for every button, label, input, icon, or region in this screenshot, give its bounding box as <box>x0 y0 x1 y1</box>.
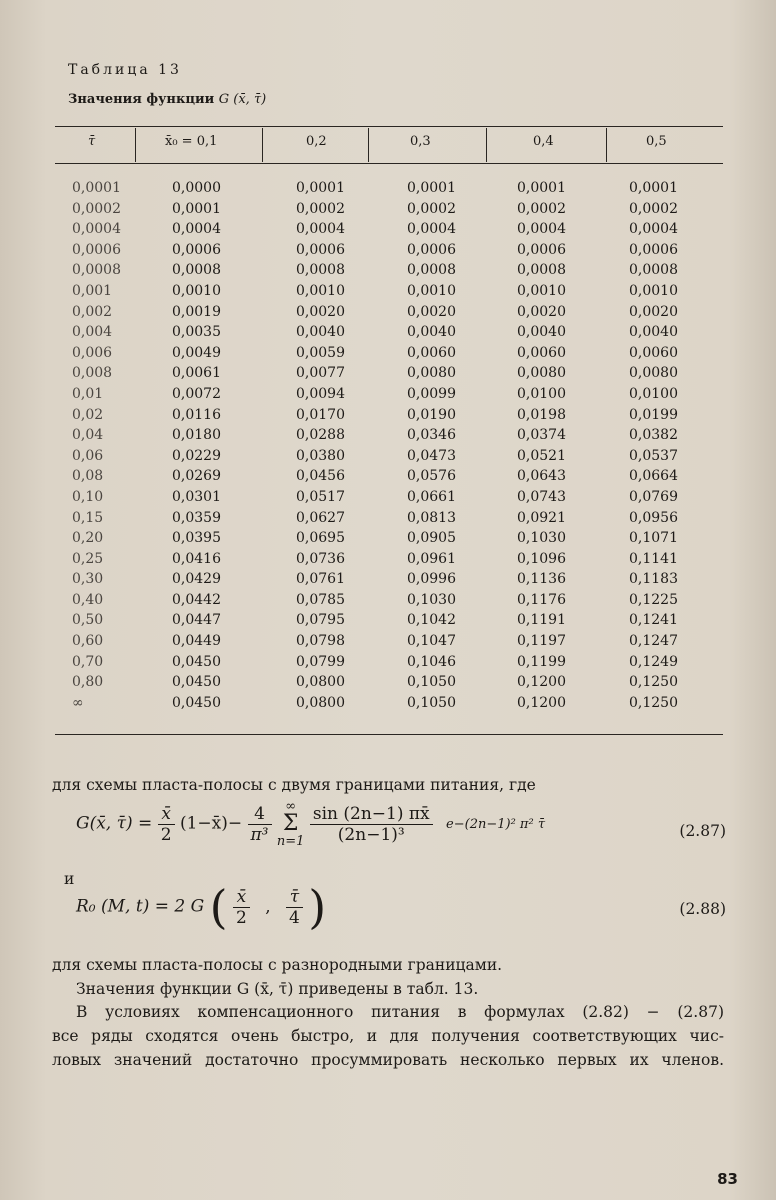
table-cell: 0,0094 <box>296 385 345 402</box>
equation-2-88: R₀ (M, t) = 2 G ( $\frac{x̄}{2}$ , $\frac{\taū}{4}$ ) <box>76 880 327 934</box>
table-cell: 0,0450 <box>172 694 221 711</box>
table-cell: 0,0040 <box>296 324 345 341</box>
table-cell: 0,0956 <box>629 509 678 526</box>
table-cell: 0,1141 <box>629 550 678 567</box>
table-cell: 0,0921 <box>517 509 566 526</box>
table-cell: 0,0035 <box>172 324 221 341</box>
table-col-divider <box>486 128 487 162</box>
table-cell: 0,008 <box>72 365 113 382</box>
eq-exponential: e−(2n−1)² π² τ̄ <box>446 816 546 832</box>
table-cell: 0,0288 <box>296 427 345 444</box>
table-cell: 0,1176 <box>517 591 566 608</box>
table-cell: 0,1250 <box>629 694 678 711</box>
table-cell: 0,002 <box>72 303 113 320</box>
table-title <box>68 92 266 107</box>
table-cell: 0,0059 <box>296 344 345 361</box>
table-cell: 0,0000 <box>172 180 221 196</box>
table-cell: 0,0010 <box>517 282 566 299</box>
table-cell: 0,0001 <box>172 200 221 217</box>
eq-fraction: $\frac{4}{\text{π³}}$ <box>248 804 272 845</box>
paragraph-line: все ряды сходятся очень быстро, и для получения соответствующих чис- <box>52 1027 724 1045</box>
table-cell: 0,0010 <box>172 282 221 299</box>
table-cell: 0,1046 <box>407 653 456 670</box>
table-header-col: 0,5 <box>646 134 667 149</box>
table-column-x02 <box>296 178 345 713</box>
table-cell: 0,0643 <box>517 468 566 485</box>
table-cell: 0,0019 <box>172 303 221 320</box>
table-col-divider <box>368 128 369 162</box>
table-cell: 0,1250 <box>629 674 678 691</box>
table-cell: 0,0010 <box>629 282 678 299</box>
table-cell: 0,1030 <box>407 591 456 608</box>
table-cell: 0,0180 <box>172 427 221 444</box>
table-cell: 0,0961 <box>407 550 456 567</box>
table-cell: 0,30 <box>72 571 104 588</box>
table-cell: 0,0060 <box>629 344 678 361</box>
table-cell: 0,0004 <box>629 221 678 238</box>
table-cell: 0,1136 <box>517 571 566 588</box>
table-caption: Таблица 13 <box>68 62 182 78</box>
table-cell: 0,0800 <box>296 674 345 691</box>
table-cell: 0,0020 <box>517 303 566 320</box>
eq-fraction: $\frac{\taū}{4}$ <box>286 887 303 928</box>
table-cell: 0,0100 <box>629 385 678 402</box>
table-cell: 0,0020 <box>629 303 678 320</box>
table-top-rule <box>55 126 723 127</box>
table-cell: 0,0380 <box>296 447 345 464</box>
table-cell: 0,0006 <box>629 241 678 258</box>
table-cell: 0,15 <box>72 509 104 526</box>
table-title-prefix: Значения функции <box>68 92 215 107</box>
table-cell: 0,004 <box>72 324 113 341</box>
table-cell: 0,0576 <box>407 468 456 485</box>
table-cell: 0,0761 <box>296 571 345 588</box>
table-cell: 0,0008 <box>629 262 678 279</box>
table-cell: 0,0080 <box>517 365 566 382</box>
table-cell: 0,1200 <box>517 694 566 711</box>
table-cell: 0,0450 <box>172 653 221 670</box>
eq-term: (1−x̄)− <box>179 813 243 834</box>
table-cell: 0,25 <box>72 550 104 567</box>
page-number: 83 <box>717 1170 738 1188</box>
table-cell: 0,1225 <box>629 591 678 608</box>
table-cell: 0,0002 <box>72 200 121 217</box>
table-cell: 0,0346 <box>407 427 456 444</box>
table-cell: 0,0382 <box>629 427 678 444</box>
equation-number: (2.87) <box>679 822 726 840</box>
table-cell: 0,80 <box>72 674 104 691</box>
table-cell: 0,1047 <box>407 633 456 650</box>
table-cell: 0,0001 <box>72 180 121 196</box>
table-column-x05 <box>629 178 678 713</box>
table-cell: 0,0170 <box>296 406 345 423</box>
table-header-tau: τ̄ <box>88 134 96 149</box>
table-cell: 0,0006 <box>296 241 345 258</box>
table-cell: 0,1050 <box>407 694 456 711</box>
table-cell: 0,0100 <box>517 385 566 402</box>
table-cell: 0,1042 <box>407 612 456 629</box>
table-cell: 0,0743 <box>517 488 566 505</box>
table-cell: 0,0040 <box>629 324 678 341</box>
table-cell: 0,0664 <box>629 468 678 485</box>
table-cell: 0,0008 <box>407 262 456 279</box>
eq-summation: ∞ Σ n=1 <box>276 799 305 849</box>
table-cell: 0,0004 <box>517 221 566 238</box>
table-cell: 0,0695 <box>296 530 345 547</box>
table-cell: 0,02 <box>72 406 104 423</box>
table-cell: 0,1071 <box>629 530 678 547</box>
table-cell: 0,0395 <box>172 530 221 547</box>
table-cell: 0,0374 <box>517 427 566 444</box>
table-cell: 0,0661 <box>407 488 456 505</box>
table-cell: 0,0008 <box>296 262 345 279</box>
table-cell: 0,0004 <box>296 221 345 238</box>
table-cell: 0,0077 <box>296 365 345 382</box>
table-cell: 0,1096 <box>517 550 566 567</box>
table-cell: 0,0040 <box>407 324 456 341</box>
table-cell: 0,0072 <box>172 385 221 402</box>
table-cell: 0,0442 <box>172 591 221 608</box>
table-cell: 0,0359 <box>172 509 221 526</box>
table-cell: ∞ <box>72 694 84 711</box>
table-cell: 0,0001 <box>629 180 678 196</box>
table-col-divider <box>135 128 136 162</box>
table-cell: 0,10 <box>72 488 104 505</box>
table-column-x04 <box>517 178 566 713</box>
table-cell: 0,0521 <box>517 447 566 464</box>
table-cell: 0,0449 <box>172 633 221 650</box>
table-header-x0: x̄₀ = 0,1 <box>165 134 218 149</box>
table-cell: 0,0269 <box>172 468 221 485</box>
table-column-x03 <box>407 178 456 713</box>
table-cell: 0,0001 <box>407 180 456 196</box>
table-cell: 0,001 <box>72 282 113 299</box>
table-cell: 0,0060 <box>407 344 456 361</box>
table-cell: 0,0001 <box>296 180 345 196</box>
table-cell: 0,0996 <box>407 571 456 588</box>
table-cell: 0,0199 <box>629 406 678 423</box>
equation-2-87 <box>76 800 545 848</box>
table-cell: 0,0450 <box>172 674 221 691</box>
table-cell: 0,04 <box>72 427 104 444</box>
table-cell: 0,1050 <box>407 674 456 691</box>
table-cell: 0,0190 <box>407 406 456 423</box>
table-cell: 0,0010 <box>296 282 345 299</box>
table-cell: 0,0800 <box>296 694 345 711</box>
eq-fraction: $\frac{x̄}{2}$ <box>158 804 175 845</box>
table-cell: 0,1247 <box>629 633 678 650</box>
table-cell: 0,0785 <box>296 591 345 608</box>
table-cell: 0,0795 <box>296 612 345 629</box>
table-cell: 0,0010 <box>407 282 456 299</box>
table-cell: 0,1191 <box>517 612 566 629</box>
table-cell: 0,0798 <box>296 633 345 650</box>
table-cell: 0,0049 <box>172 344 221 361</box>
table-column-x01 <box>172 178 221 713</box>
table-cell: 0,1030 <box>517 530 566 547</box>
table-cell: 0,0020 <box>296 303 345 320</box>
table-cell: 0,0006 <box>72 241 121 258</box>
table-cell: 0,0301 <box>172 488 221 505</box>
table-cell: 0,06 <box>72 447 104 464</box>
paragraph-line: для схемы пласта-полосы с разнородными границами. <box>52 956 503 974</box>
paragraph-line: В условиях компенсационного питания в формулах (2.82) − (2.87) <box>76 1003 724 1021</box>
table-cell: 0,1197 <box>517 633 566 650</box>
table-cell: 0,08 <box>72 468 104 485</box>
table-cell: 0,0229 <box>172 447 221 464</box>
conjunction: и <box>64 870 75 888</box>
table-cell: 0,40 <box>72 591 104 608</box>
table-cell: 0,0769 <box>629 488 678 505</box>
eq-lhs: R₀ (M, t) = 2 G <box>76 896 205 917</box>
table-cell: 0,0447 <box>172 612 221 629</box>
table-cell: 0,0473 <box>407 447 456 464</box>
table-cell: 0,1183 <box>629 571 678 588</box>
paragraph-line: Значения функции G (x̄, τ̄) приведены в табл. 13. <box>76 980 479 998</box>
table-cell: 0,0004 <box>172 221 221 238</box>
table-title-function: G (x̄, τ̄) <box>218 92 267 107</box>
table-cell: 0,0905 <box>407 530 456 547</box>
table-cell: 0,0517 <box>296 488 345 505</box>
table-cell: 0,0799 <box>296 653 345 670</box>
table-cell: 0,0198 <box>517 406 566 423</box>
table-cell: 0,20 <box>72 530 104 547</box>
table-cell: 0,0008 <box>172 262 221 279</box>
table-cell: 0,0004 <box>72 221 121 238</box>
table-cell: 0,0456 <box>296 468 345 485</box>
table-cell: 0,0002 <box>629 200 678 217</box>
table-col-divider <box>262 128 263 162</box>
eq-fraction: $\frac{\sin (2n-1) \pi x̄}{\text{(2n−1)³}}$ <box>310 804 433 845</box>
table-header-col: 0,3 <box>410 134 431 149</box>
table-cell: 0,1200 <box>517 674 566 691</box>
table-cell: 0,0002 <box>407 200 456 217</box>
table-cell: 0,50 <box>72 612 104 629</box>
table-cell: 0,0537 <box>629 447 678 464</box>
table-cell: 0,0813 <box>407 509 456 526</box>
equation-number: (2.88) <box>679 900 726 918</box>
table-column-tau <box>72 178 121 713</box>
table-cell: 0,0004 <box>407 221 456 238</box>
table-cell: 0,0627 <box>296 509 345 526</box>
table-cell: 0,0002 <box>296 200 345 217</box>
table-bottom-rule <box>55 734 723 735</box>
table-cell: 0,0060 <box>517 344 566 361</box>
table-col-divider <box>606 128 607 162</box>
table-cell: 0,0006 <box>407 241 456 258</box>
eq-fraction: $\frac{x̄}{2}$ <box>233 887 250 928</box>
table-cell: 0,0099 <box>407 385 456 402</box>
table-cell: 0,0080 <box>407 365 456 382</box>
table-cell: 0,0008 <box>72 262 121 279</box>
table-cell: 0,0006 <box>172 241 221 258</box>
eq-lhs: G(x̄, τ̄) = <box>76 813 153 834</box>
table-cell: 0,0429 <box>172 571 221 588</box>
table-cell: 0,0116 <box>172 406 221 423</box>
table-cell: 0,0040 <box>517 324 566 341</box>
table-cell: 0,0061 <box>172 365 221 382</box>
table-cell: 0,0416 <box>172 550 221 567</box>
table-cell: 0,60 <box>72 633 104 650</box>
paragraph-line: ловых значений достаточно просуммировать несколько первых их членов. <box>52 1051 724 1069</box>
table-cell: 0,70 <box>72 653 104 670</box>
table-cell: 0,0020 <box>407 303 456 320</box>
table-cell: 0,01 <box>72 385 104 402</box>
table-header-col: 0,4 <box>533 134 554 149</box>
table-cell: 0,0008 <box>517 262 566 279</box>
table-cell: 0,1199 <box>517 653 566 670</box>
table-cell: 0,0006 <box>517 241 566 258</box>
table-cell: 0,0736 <box>296 550 345 567</box>
table-header-col: 0,2 <box>306 134 327 149</box>
table-cell: 0,0001 <box>517 180 566 196</box>
table-header-rule <box>55 163 723 164</box>
table-cell: 0,006 <box>72 344 113 361</box>
table-cell: 0,0002 <box>517 200 566 217</box>
table-cell: 0,1241 <box>629 612 678 629</box>
paragraph-line: для схемы пласта-полосы с двумя границами питания, где <box>52 776 536 794</box>
table-cell: 0,0080 <box>629 365 678 382</box>
table-cell: 0,1249 <box>629 653 678 670</box>
